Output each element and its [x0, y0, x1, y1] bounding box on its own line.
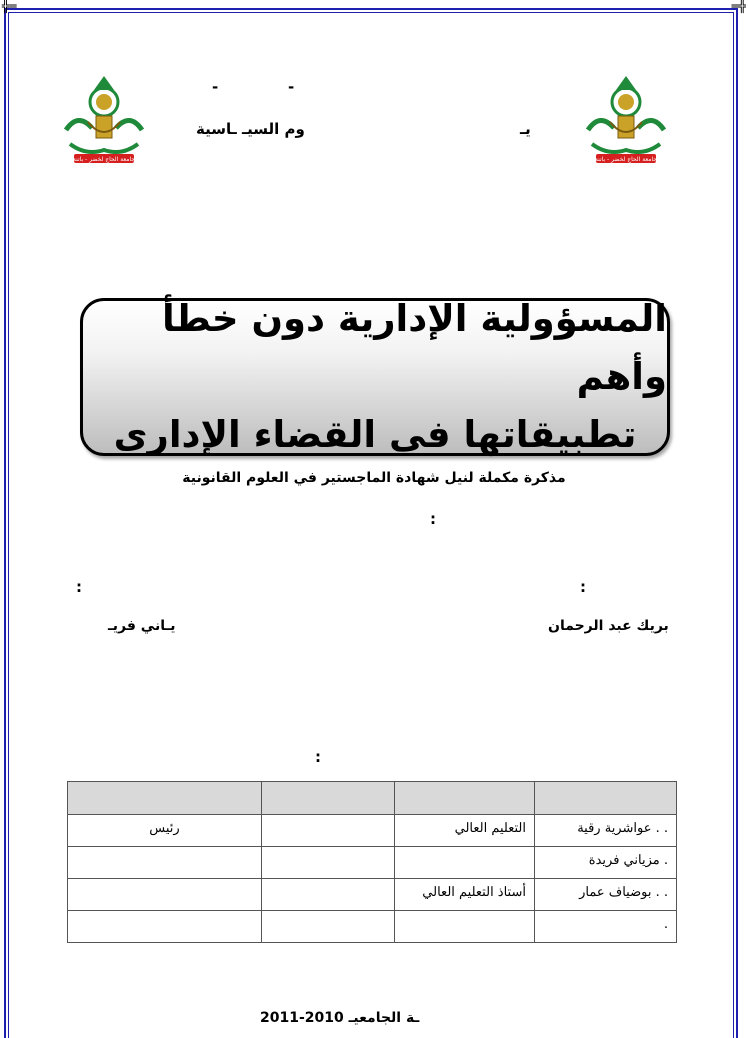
thesis-subtitle: مذكرة مكملة لنيل شهادة الماجستير في العلوم القانونية	[182, 470, 566, 486]
jury-member-university	[262, 879, 395, 911]
jury-table	[67, 781, 677, 943]
university-emblem-icon	[58, 72, 150, 172]
table-row	[68, 911, 677, 943]
jury-member-role	[68, 879, 262, 911]
jury-label-colon: :	[315, 748, 321, 766]
jury-member-university	[262, 847, 395, 879]
jury-header-cell	[68, 782, 262, 815]
student-name: بريك عبد الرحمان	[548, 618, 669, 634]
jury-member-grade	[395, 911, 535, 943]
jury-header-row	[68, 782, 677, 815]
jury-member-name: . مزياني فريدة	[535, 847, 677, 879]
table-row	[68, 879, 677, 911]
university-name: يـ	[520, 120, 531, 138]
jury-member-role	[68, 911, 262, 943]
faculty-name: وم السيـ ـاسية	[196, 120, 305, 138]
supervisor-label-colon: :	[76, 578, 82, 596]
prepared-by-colon: :	[430, 510, 436, 528]
jury-header-cell	[535, 782, 677, 815]
jury-member-name: .	[535, 911, 677, 943]
jury-member-role: رئيس	[68, 815, 262, 847]
thesis-title-line-1: المسؤولية الإدارية دون خطأ وأهم	[161, 297, 667, 398]
thesis-title-line-2: تطبيقاتها في القضاء الإداري	[113, 413, 637, 456]
jury-member-name: . . بوضياف عمار	[535, 879, 677, 911]
emblem-caption: جامعة الحاج لخضر - باتنة	[594, 156, 658, 163]
jury-member-grade: التعليم العالي	[395, 815, 535, 847]
table-row	[68, 815, 677, 847]
academic-year: ـة الجامعيـ 2010-2011	[260, 1010, 420, 1026]
thesis-title-box	[80, 298, 670, 456]
corner-ornament-right: ═╬	[731, 0, 746, 13]
emblem-caption: جامعة الحاج لخضر - باتنة	[72, 156, 136, 163]
corner-ornament-left: ╬═	[2, 0, 17, 13]
header-dash-left: -	[212, 78, 219, 96]
header-dash-right: -	[288, 78, 295, 96]
university-emblem-icon	[580, 72, 672, 172]
jury-member-grade	[395, 847, 535, 879]
jury-member-grade: أستاذ التعليم العالي	[395, 879, 535, 911]
jury-member-university	[262, 911, 395, 943]
supervisor-name: يـاني فريـ	[108, 618, 176, 634]
student-label-colon: :	[580, 578, 586, 596]
jury-member-university	[262, 815, 395, 847]
jury-member-name: . . عواشرية رقية	[535, 815, 677, 847]
jury-header-cell	[395, 782, 535, 815]
table-row	[68, 847, 677, 879]
jury-member-role	[68, 847, 262, 879]
jury-header-cell	[262, 782, 395, 815]
